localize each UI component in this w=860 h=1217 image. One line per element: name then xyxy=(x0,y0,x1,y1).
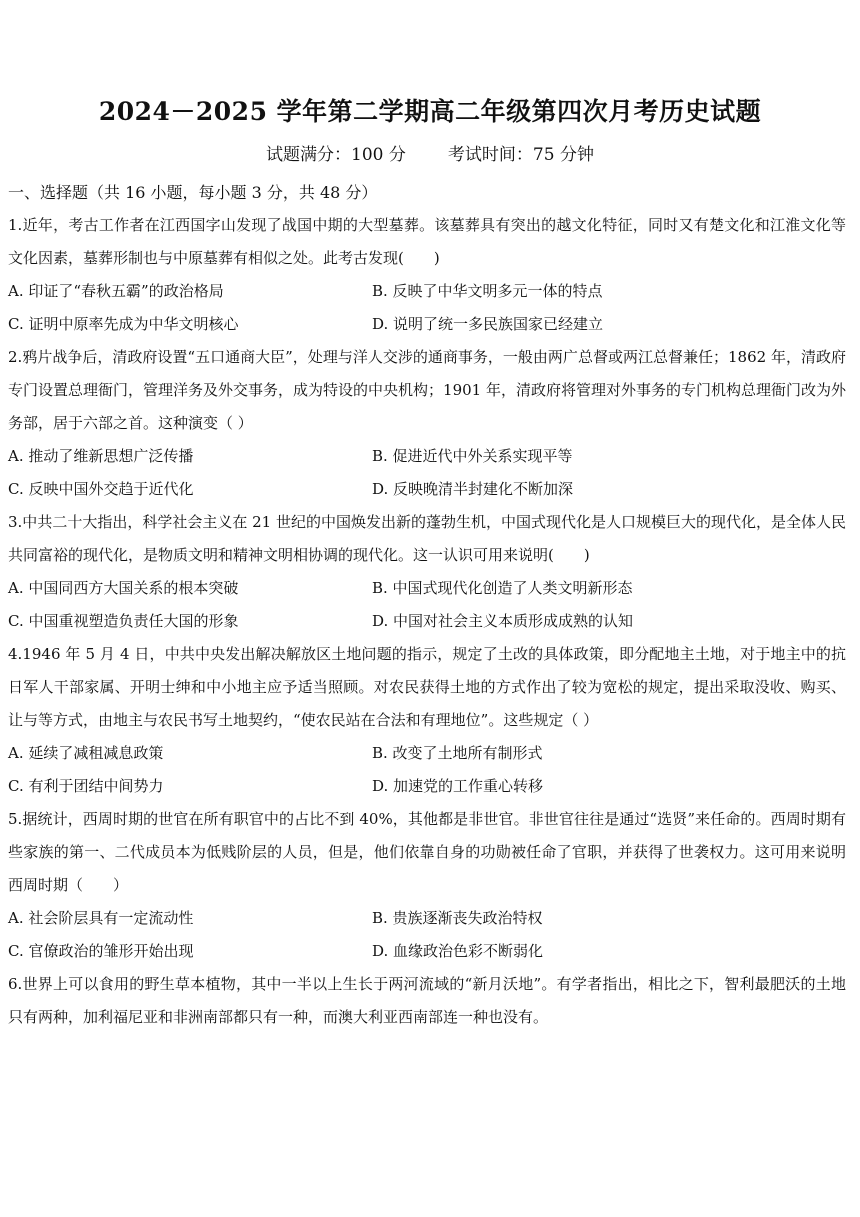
option-b: B. 中国式现代化创造了人类文明新形态 xyxy=(372,579,633,597)
option-a: A. 中国同西方大国关系的根本突破 xyxy=(8,579,239,597)
exam-time: 考试时间：75 分钟 xyxy=(447,145,594,165)
option-d: D. 说明了统一多民族国家已经建立 xyxy=(372,315,604,333)
option-a: A. 延续了减租减息政策 xyxy=(8,744,164,762)
question-stem: 6.世界上可以食用的野生草本植物，其中一半以上生长于两河流域的“新月沃地”。有学者指出，相比之下，智利最肥沃的土地只有两种，加利福尼亚和非洲南部都只有一种，而澳大利亚西南部连一种也没有。 xyxy=(8,975,846,1026)
option-a: A. 印证了“春秋五霸”的政治格局 xyxy=(8,282,224,300)
option-a: A. 社会阶层具有一定流动性 xyxy=(8,909,194,927)
option-c: C. 有利于团结中间势力 xyxy=(8,777,164,795)
question-stem: 5.据统计，西周时期的世官在所有职官中的占比不到 40%，其他都是非世官。非世官往往是通过“选贤”来任命的。西周时期有些家族的第一、二代成员本为低贱阶层的人员，但是，他们依靠自身的功勋被任命了官职，并获得了世袭权力。这可用来说明西周时期（ ） xyxy=(8,810,846,894)
exam-title: 2024－2025 学年第二学期高二年级第四次月考历史试题 xyxy=(98,97,762,126)
question-stem: 2.鸦片战争后，清政府设置“五口通商大臣”，处理与洋人交涉的通商事务，一般由两广总督或两江总督兼任；1862 年，清政府专门设置总理衙门，管理洋务及外交事务，成为特设的中央机构；1901 年，清政府将管理对外事务的专门机构总理衙门改为外务部，居于六部之首。这种演变（ ） xyxy=(8,348,846,432)
section-heading: 一、选择题（共 16 小题，每小题 3 分，共 48 分） xyxy=(8,183,378,202)
question-stem: 4.1946 年 5 月 4 日，中共中央发出解决解放区土地问题的指示，规定了土改的具体政策，即分配地主土地，对于地主中的抗日军人干部家属、开明士绅和中小地主应予适当照顾。对农民获得土地的方式作出了较为宽松的规定，提出采取没收、购买、让与等方式，由地主与农民书写土地契约，“使农民站在合法和有理地位”。这些规定（ ） xyxy=(8,645,846,729)
question-5 xyxy=(8,803,846,968)
question-stem: 3.中共二十大指出，科学社会主义在 21 世纪的中国焕发出新的蓬勃生机，中国式现代化是人口规模巨大的现代化，是全体人民共同富裕的现代化，是物质文明和精神文明相协调的现代化。这一认识可用来说明( ) xyxy=(8,513,846,564)
option-d: D. 反映晚清半封建化不断加深 xyxy=(372,480,574,498)
option-c: C. 证明中原率先成为中华文明核心 xyxy=(8,315,239,333)
option-b: B. 改变了土地所有制形式 xyxy=(372,744,543,762)
exam-info xyxy=(0,140,860,165)
option-c: C. 中国重视塑造负责任大国的形象 xyxy=(8,612,239,630)
question-1 xyxy=(8,209,846,341)
question-3 xyxy=(8,506,846,638)
full-score: 试题满分：100 分 xyxy=(266,145,406,165)
option-d: D. 加速党的工作重心转移 xyxy=(372,777,544,795)
exam-content xyxy=(8,176,846,1034)
option-b: B. 贵族逐渐丧失政治特权 xyxy=(372,909,543,927)
option-d: D. 中国对社会主义本质形成成熟的认知 xyxy=(372,612,634,630)
question-4 xyxy=(8,638,846,803)
option-b: B. 促进近代中外关系实现平等 xyxy=(372,447,573,465)
question-6 xyxy=(8,968,846,1034)
option-a: A. 推动了维新思想广泛传播 xyxy=(8,447,194,465)
option-b: B. 反映了中华文明多元一体的特点 xyxy=(372,282,603,300)
option-c: C. 反映中国外交趋于近代化 xyxy=(8,480,194,498)
question-2 xyxy=(8,341,846,506)
question-stem: 1.近年，考古工作者在江西国字山发现了战国中期的大型墓葬。该墓葬具有突出的越文化特征，同时又有楚文化和江淮文化等文化因素，墓葬形制也与中原墓葬有相似之处。此考古发现( ) xyxy=(8,216,846,267)
option-c: C. 官僚政治的雏形开始出现 xyxy=(8,942,194,960)
option-d: D. 血缘政治色彩不断弱化 xyxy=(372,942,544,960)
